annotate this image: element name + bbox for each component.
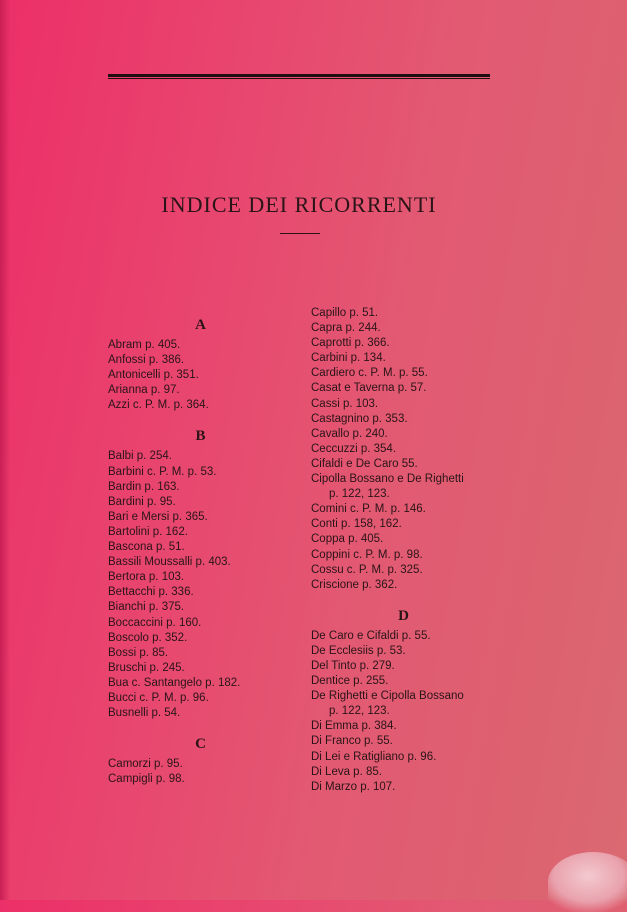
index-entry: Cipolla Bossano e De Righetti [311, 473, 464, 486]
index-entry: Balbi p. 254. [108, 450, 172, 463]
index-entry: Coppa p. 405. [311, 533, 384, 546]
top-double-rule [108, 74, 490, 79]
section-letter-a: A [195, 317, 206, 333]
index-entry: Capillo p. 51. [311, 307, 379, 319]
section-gap [311, 593, 511, 607]
index-entry: Bettacchi p. 336. [108, 586, 194, 599]
index-entry: Carbini p. 134. [311, 352, 386, 365]
index-entry: Cardiero c. P. M. p. 55. [311, 367, 428, 380]
index-entry: Cavallo p. 240. [311, 427, 388, 440]
index-entry: Barbini c. P. M. p. 53. [108, 465, 217, 478]
index-entry: Coppini c. P. M. p. 98. [311, 548, 423, 561]
index-entry: Capra p. 244. [311, 322, 381, 335]
page-edge-shadow [0, 0, 10, 900]
index-entry: Bua c. Santangelo p. 182. [108, 676, 241, 689]
index-entry: Azzi c. P. M. p. 364. [108, 399, 209, 412]
section-letter-b: B [195, 428, 206, 445]
index-entry: Cifaldi e De Caro 55. [311, 457, 418, 470]
index-entry: Camorzi p. 95. [108, 758, 183, 771]
index-entry: Busnelli p. 54. [108, 707, 181, 720]
index-entry: Bucci c. P. M. p. 96. [108, 691, 209, 704]
index-entry: Bossi p. 85. [108, 646, 169, 659]
index-entry: Comini c. P. M. p. 146. [311, 503, 426, 516]
thumb-shadow [548, 852, 627, 912]
index-entry: Cossu c. P. M. p. 325. [311, 563, 423, 576]
index-entry: Bardin p. 163. [108, 480, 180, 493]
index-entry: Abram p. 405. [108, 339, 181, 351]
index-entry: Criscione p. 362. [311, 578, 398, 591]
index-entry: Caprotti p. 366. [311, 337, 390, 350]
section-letter-c: C [195, 736, 206, 753]
index-entry: Casat e Taverna p. 57. [311, 382, 427, 395]
index-entry: p. 122, 123. [329, 705, 390, 718]
title-underline [280, 233, 320, 234]
index-entry: Del Tinto p. 279. [311, 659, 395, 672]
index-entry: Antonicelli p. 351. [108, 369, 199, 382]
index-entry: Boccaccini p. 160. [108, 616, 202, 629]
index-column-right [311, 306, 511, 795]
index-entry: De Caro e Cifaldi p. 55. [311, 629, 431, 642]
index-entry: Anfossi p. 386. [108, 354, 185, 367]
index-entry: Bertora p. 103. [108, 571, 185, 584]
index-entry: Bari e Mersi p. 365. [108, 510, 208, 523]
index-entry: De Righetti e Cipolla Bossano [311, 690, 464, 703]
index-entry: De Ecclesiis p. 53. [311, 644, 406, 657]
index-entry: Campigli p. 98. [108, 773, 185, 786]
index-entry: Di Leva p. 85. [311, 765, 382, 778]
index-entry: Bascona p. 51. [108, 541, 185, 554]
index-entry: Di Lei e Ratigliano p. 96. [311, 750, 437, 763]
index-entry: Dentice p. 255. [311, 675, 389, 688]
index-entry: Bassili Moussalli p. 403. [108, 556, 231, 569]
index-entry: p. 122, 123. [329, 488, 390, 501]
index-entry: Conti p. 158, 162. [311, 518, 402, 531]
section-letter-d: D [398, 607, 409, 624]
index-entry: Bruschi p. 245. [108, 661, 185, 674]
index-entry: Di Emma p. 384. [311, 720, 397, 733]
index-entry: Castagnino p. 353. [311, 412, 408, 425]
index-entry: Di Franco p. 55. [311, 735, 393, 748]
index-entry: Bianchi p. 375. [108, 601, 185, 614]
index-entry: Ceccuzzi p. 354. [311, 442, 397, 455]
page-title: INDICE DEI RICORRENTI [161, 192, 437, 217]
index-entry: Cassi p. 103. [311, 397, 379, 410]
index-entry: Arianna p. 97. [108, 384, 180, 397]
index-entry: Boscolo p. 352. [108, 631, 188, 644]
index-entry: Bardini p. 95. [108, 495, 176, 508]
index-entry: Bartolini p. 162. [108, 525, 188, 538]
index-entry: Di Marzo p. 107. [311, 780, 396, 793]
